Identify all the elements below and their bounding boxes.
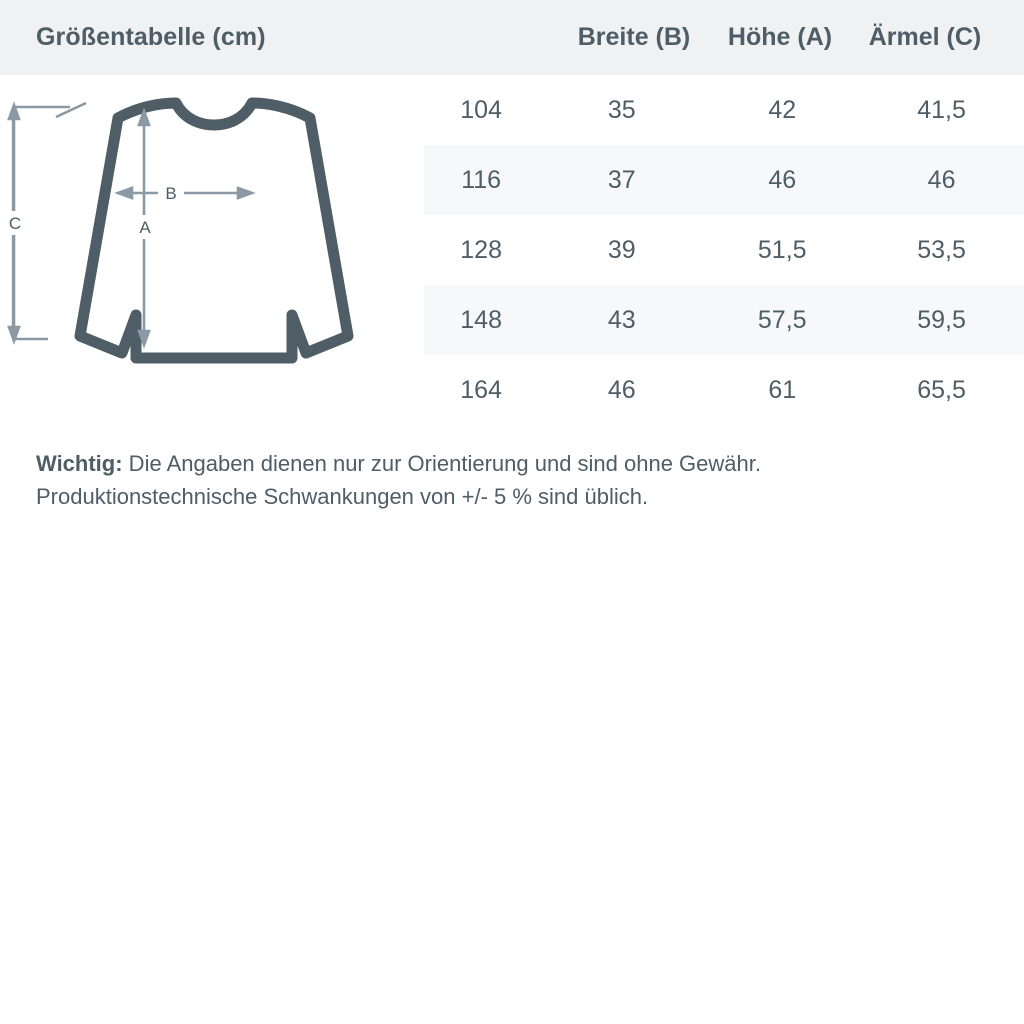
column-header-aermel: Ärmel (C) [868,23,982,51]
sweatshirt-diagram [0,75,424,388]
table-row [424,75,1024,145]
cell-size: 164 [460,375,502,404]
diagram-label-a: A [139,218,151,237]
note-line-1: Die Angaben dienen nur zur Orientierung und sind ohne Gewähr. [122,451,761,476]
note-label: Wichtig: [36,451,123,476]
cell-breite: 35 [607,95,636,124]
cell-size: 148 [424,285,538,355]
cell-aermel: 65,5 [917,375,966,404]
cell-breite: 39 [607,235,636,264]
column-header-hoehe: Höhe (A) [727,23,833,51]
cell-hoehe: 51,5 [757,235,807,264]
sweatshirt-diagram-svg [0,93,424,383]
cell-aermel: 59,5 [859,285,1024,355]
cell-aermel: 41,5 [917,95,966,124]
chart-body [0,75,1024,425]
size-table-wrap [424,75,1024,425]
column-header-breite: Breite (B) [577,23,691,51]
cell-breite: 46 [607,375,636,404]
cell-breite: 37 [538,145,705,215]
cell-hoehe: 42 [768,95,797,124]
chart-header [0,0,1024,75]
cell-size: 104 [460,95,502,124]
cell-breite: 43 [538,285,705,355]
cell-hoehe: 61 [768,375,797,404]
table-row [424,285,1024,355]
diagram-label-c: C [8,214,22,233]
cell-hoehe: 57,5 [705,285,859,355]
size-table [424,75,1024,425]
column-headers [454,23,1000,52]
cell-aermel: 53,5 [917,235,966,264]
disclaimer-note [0,425,1024,514]
table-row [424,145,1024,215]
note-line-2: Produktionstechnische Schwankungen von +/- 5 % sind üblich. [36,484,649,510]
cell-aermel: 46 [859,145,1024,215]
table-row [424,355,1024,425]
cell-size: 116 [424,145,538,215]
table-row [424,215,1024,285]
page-title: Größentabelle (cm) [36,23,266,51]
diagram-label-b: B [165,184,177,203]
cell-hoehe: 46 [705,145,859,215]
cell-size: 128 [460,235,502,264]
